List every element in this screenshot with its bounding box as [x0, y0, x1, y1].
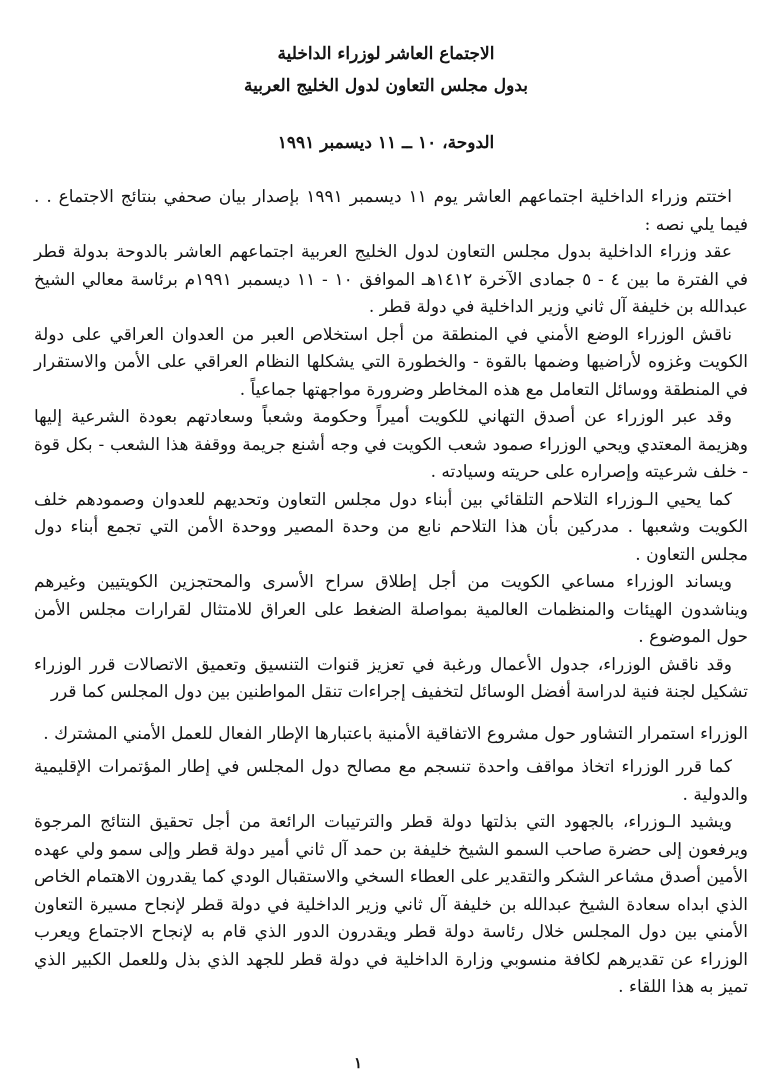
document-date-line: الدوحة، ١٠ ــ ١١ ديسمبر ١٩٩١: [277, 133, 495, 153]
document-body: [0, 184, 772, 1002]
document-footer: [0, 1053, 716, 1072]
paragraph-qatar-appreciation: ويشيد الـوزراء، بالجهود التي بذلتها دولة قطر والترتيبات الرائعة من أجل تحقيق النتائج المرجوة ويرفعون إلى حضرة صاحب السمو الشيخ خليفة بن حمد آل ثاني أمير دولة قطر وإلى سمو ولي عهده الأمين أصدق مشاعر الشكر والتقدير على العطاء السخي والاستقبال الودي كما يقدرون الاهتمام الخاص الذي ابداه سعادة الشيخ عبدالله بن خليفة آل ثاني وزير الداخلية في دولة قطر لإنجاح مسيرة التعاون الأمني بين دول المجلس خلال رئاسة دولة قطر ويقدرون الدور الذي قام به لإنجاح الاجتماع ويعرب الوزراء عن تقديرهم لكافة منسوبي وزارة الداخلية في دولة قطر للجهد الذي بذل وللعمل الكبير الذي تميز به هذا اللقاء .: [34, 812, 748, 997]
paragraph-intro: اختتم وزراء الداخلية اجتماعهم العاشر يوم ١١ ديسمبر ١٩٩١ بإصدار بيان صحفي بنتائج الاجتماع . . فيما يلي نصه :: [34, 187, 748, 235]
paragraph-agenda-committee: وقد ناقش الوزراء، جدول الأعمال ورغبة في تعزيز قنوات التنسيق وتعميق الاتصالات قرر الوزراء تشكيل لجنة فنية لدراسة أفضل الوسائل لتخفيف إجراءات تنقل المواطنين بين دول المجلس كما قرر: [34, 654, 748, 702]
document-header: [0, 0, 772, 158]
paragraph-kuwait-congratulations: وقد عبر الوزراء عن أصدق التهاني للكويت أميراً وحكومة وشعباً وسعادتهم بعودة الشرعية إليها وهزيمة المعتدي ويحي الوزراء صمود شعب الكويت في وجه أشنع جريمة ووقفة هذا الشعب - بكل قوة - خلف شرعيته وإصراره على حريته وسيادته .: [34, 407, 748, 482]
document-title-line-2: بدول مجلس التعاون لدول الخليج العربية: [243, 76, 529, 96]
paragraph-meeting-details: عقد وزراء الداخلية بدول مجلس التعاون لدول الخليج العربية اجتماعهم العاشر بالدوحة بدولة قطر في الفترة ما بين ٤ - ٥ جمادى الآخرة ١٤١٢هـ الموافق ١٠ - ١١ ديسمبر ١٩٩١م برئاسة معالي الشيخ عبدالله بن خليفة آل ثاني وزير الداخلية في دولة قطر .: [34, 242, 748, 317]
paragraph-prisoners-support: ويساند الوزراء مساعي الكويت من أجل إطلاق سراح الأسرى والمحتجزين الكويتيين وغيرهم ويناشدون الهيئات والمنظمات العالمية بمواصلة الضغط على العراق للامتثال لقرارات مجلس الأمن حول الموضوع .: [34, 572, 748, 647]
paragraph-unified-positions: كما قرر الوزراء اتخاذ مواقف واحدة تنسجم مع مصالح دول المجلس في إطار المؤتمرات الإقليمية والدولية .: [34, 757, 748, 805]
paragraph-gcc-solidarity: كما يحيي الـوزراء التلاحم التلقائي بين أبناء دول مجلس التعاون وتحديهم للعدوان وصمودهم خلف الكويت وشعبها . مدركين بأن هذا التلاحم نابع من وحدة المصير ووحدة الأمن التي تجمع أبناء دول مجلس التعاون .: [34, 489, 748, 565]
document-title-line-1: الاجتماع العاشر لوزراء الداخلية: [277, 44, 495, 64]
paragraph-security-situation: ناقش الوزراء الوضع الأمني في المنطقة من أجل استخلاص العبر من العدوان العراقي على دولة الكويت وغزوه لأراضيها وضمها بالقوة - والخطورة التي يشكلها النظام العراقي على الأمن والاستقرار في المنطقة ووسائل التعامل مع هذه المخاطر وضرورة مواجهتها جماعياً .: [34, 324, 748, 400]
paragraph-security-agreement: الوزراء استمرار التشاور حول مشروع الاتفاقية الأمنية باعتبارها الإطار الفعال للعمل الأمني المشترك .: [43, 723, 748, 744]
page-number: ١: [353, 1054, 363, 1072]
